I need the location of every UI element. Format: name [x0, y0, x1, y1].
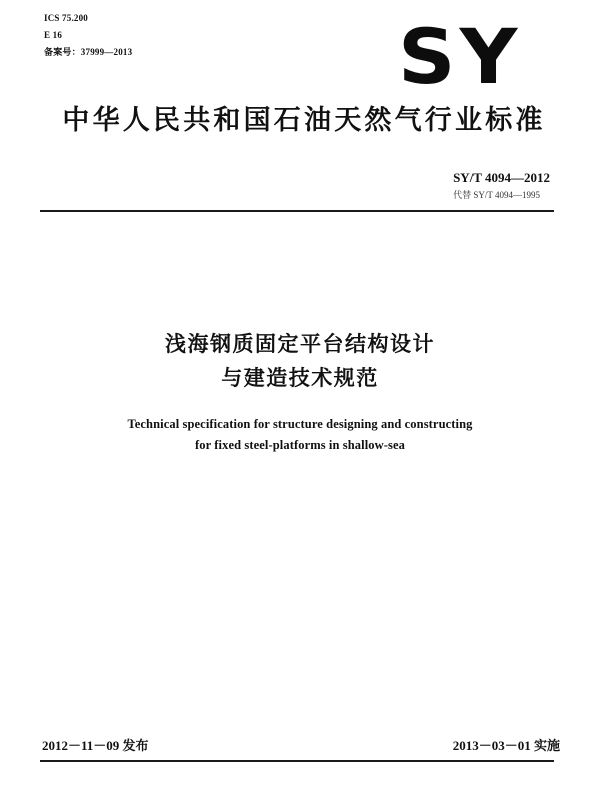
standard-code: SY/T 4094—2012 [453, 170, 550, 185]
top-divider [40, 210, 554, 212]
standard-authority-title: 中华人民共和国石油天然气行业标准 [62, 105, 546, 136]
classification-code: E 16 [44, 30, 63, 40]
document-title-cn-line1: 浅海钢质固定平台结构设计 [165, 332, 435, 356]
record-number: 备案号：37999—2013 [44, 47, 133, 57]
implementation-date: 2013－03－01 实施 [452, 738, 560, 753]
sy-logo: SY [398, 12, 522, 101]
document-title-en-line2: for fixed steel-platforms in shallow-sea [195, 438, 405, 452]
issue-date: 2012－11－09 发布 [42, 738, 149, 753]
document-title-cn-line2: 与建造技术规范 [221, 366, 379, 390]
document-title-en-line1: Technical specification for structure designing and constructing [127, 417, 473, 431]
ics-code: ICS 75.200 [44, 13, 89, 23]
bottom-divider [40, 760, 554, 762]
replaced-standard: 代替 SY/T 4094—1995 [453, 190, 540, 200]
